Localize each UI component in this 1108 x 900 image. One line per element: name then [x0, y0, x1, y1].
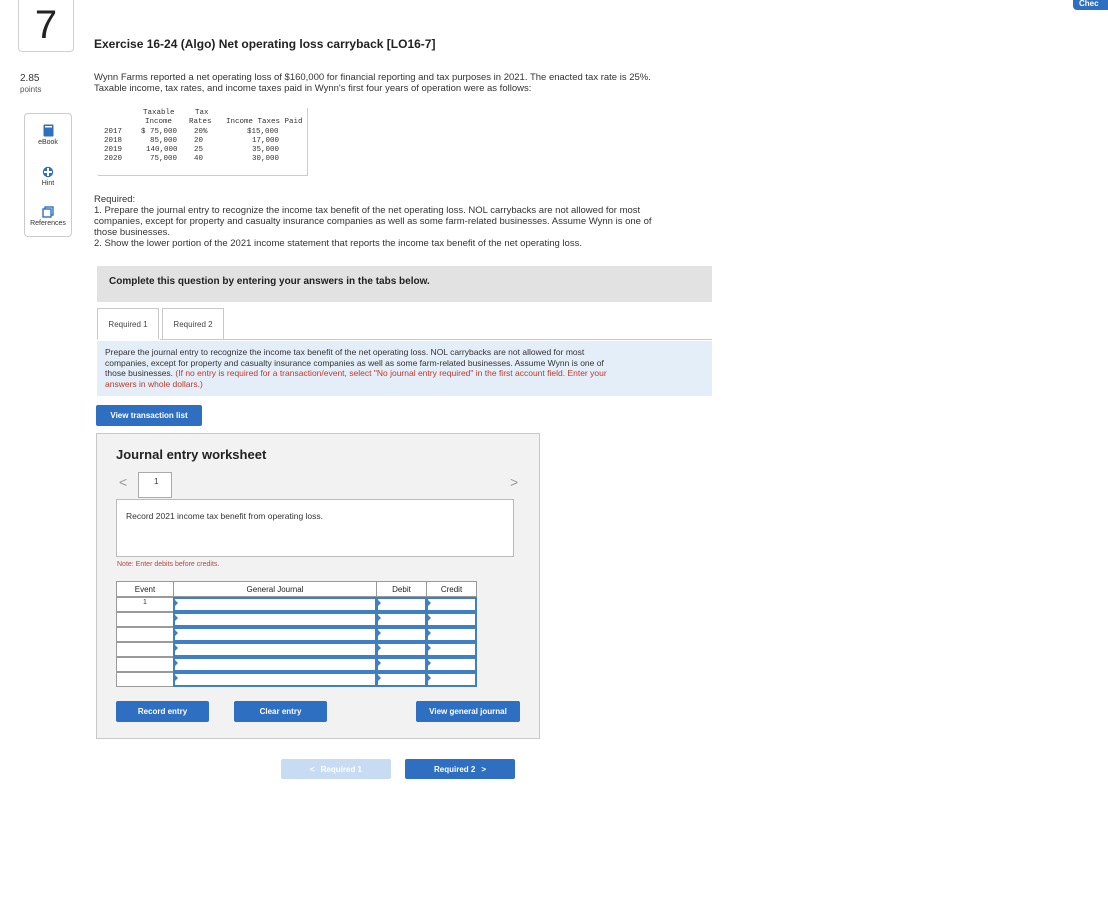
row-year: 2020: [104, 155, 123, 163]
tax-data-table: [98, 108, 308, 176]
row-rate: 20: [194, 137, 204, 145]
row-income: $ 75,000: [141, 128, 178, 136]
required-item-1-line-3: those businesses.: [94, 227, 171, 238]
references-label: References: [30, 220, 66, 227]
exercise-intro: [94, 72, 714, 94]
table-row: [116, 597, 476, 612]
row-paid: $15,000: [247, 128, 279, 136]
row-paid: 17,000: [252, 137, 280, 145]
debits-note: Note: Enter debits before credits.: [117, 561, 220, 568]
prev-entry-arrow[interactable]: <: [119, 474, 128, 490]
header-taxable: Taxable: [143, 109, 175, 117]
table-row: [116, 672, 476, 687]
row-rate: 20%: [194, 128, 208, 136]
row-year: 2017: [104, 128, 123, 136]
event-cell: 1: [116, 597, 174, 612]
column-event: Event: [116, 581, 174, 597]
chevron-right-icon: >: [481, 764, 486, 774]
clear-entry-button[interactable]: Clear entry: [234, 701, 327, 722]
references-tool[interactable]: [25, 206, 71, 227]
required-heading: Required:: [94, 194, 136, 205]
ebook-tool[interactable]: [25, 124, 71, 146]
header-rates: Rates: [189, 118, 212, 126]
event-cell: [116, 627, 174, 642]
table-row: [116, 642, 476, 657]
prev-required-button[interactable]: [281, 759, 391, 779]
credit-input[interactable]: [426, 612, 477, 627]
credit-input[interactable]: [426, 642, 477, 657]
debit-input[interactable]: [376, 642, 427, 657]
instructions-note: (If no entry is required for a transaction/event, select "No journal entry required" in the first account field. Enter your: [175, 368, 607, 378]
required-item-2: 2. Show the lower portion of the 2021 income statement that reports the income tax benefit of the net operating loss.: [94, 238, 582, 249]
intro-line-1: Wynn Farms reported a net operating loss of $160,000 for financial reporting and tax purposes in 2021. The enacted tax rate is 25%.: [94, 72, 651, 83]
next-entry-arrow[interactable]: >: [510, 474, 519, 490]
account-select[interactable]: [173, 657, 377, 672]
required-item-1-line-2: companies, except for property and casualty insurance companies as well as some farm-related businesses. Assume Wynn is one of: [94, 216, 652, 227]
column-debit: Debit: [376, 581, 427, 597]
event-cell: [116, 672, 174, 687]
tool-panel: [24, 113, 72, 237]
tab-divider: [160, 339, 712, 340]
entry-description: Record 2021 income tax benefit from operating loss.: [116, 499, 514, 557]
complete-question-banner: Complete this question by entering your answers in the tabs below.: [97, 266, 712, 302]
tab-required-1[interactable]: Required 1: [97, 308, 159, 340]
credit-input[interactable]: [426, 672, 477, 687]
instructions-line-2: companies, except for property and casualty insurance companies as well as some farm-related businesses. Assume Wynn is one of: [105, 357, 604, 368]
entry-page-1[interactable]: 1: [138, 472, 172, 498]
header-tax: Tax: [195, 109, 209, 117]
instructions-text: those businesses.: [105, 368, 176, 378]
instructions-box: [97, 341, 712, 396]
header-income: Income: [145, 118, 173, 126]
ebook-icon: [43, 124, 54, 137]
check-button[interactable]: Chec: [1073, 0, 1108, 10]
row-year: 2018: [104, 137, 123, 145]
next-required-label: Required 2: [433, 764, 476, 774]
tab-required-2[interactable]: Required 2: [162, 308, 224, 340]
debit-input[interactable]: [376, 657, 427, 672]
row-income: 85,000: [150, 137, 178, 145]
debit-input[interactable]: [376, 672, 427, 687]
worksheet-title: Journal entry worksheet: [116, 447, 267, 462]
points-value: 2.85: [20, 73, 40, 84]
row-rate: 25: [194, 146, 204, 154]
next-required-button[interactable]: [405, 759, 515, 779]
account-select[interactable]: [173, 597, 377, 612]
hint-tool[interactable]: [25, 166, 71, 187]
row-income: 75,000: [150, 155, 178, 163]
hint-label: Hint: [41, 180, 55, 187]
chevron-left-icon: <: [309, 764, 315, 774]
table-row: [116, 657, 476, 672]
references-icon: [42, 206, 54, 218]
intro-line-2: Taxable income, tax rates, and income taxes paid in Wynn's first four years of operation were as follows:: [94, 83, 532, 94]
debit-input[interactable]: [376, 627, 427, 642]
question-number: 7: [18, 0, 74, 52]
header-taxes-paid: Income Taxes Paid: [226, 118, 303, 126]
instructions-line-1: Prepare the journal entry to recognize the income tax benefit of the net operating loss. NOL carrybacks are not allowed for most: [105, 347, 585, 357]
required-item-1-line-1: 1. Prepare the journal entry to recognize the income tax benefit of the net operating loss. NOL carrybacks are not allowed for most: [94, 205, 641, 216]
view-transaction-list-button[interactable]: View transaction list: [96, 405, 202, 426]
event-cell: [116, 657, 174, 672]
event-cell: [116, 642, 174, 657]
points-label: points: [20, 85, 42, 94]
account-select[interactable]: [173, 627, 377, 642]
credit-input[interactable]: [426, 657, 477, 672]
account-select[interactable]: [173, 612, 377, 627]
row-income: 140,000: [146, 146, 178, 154]
row-year: 2019: [104, 146, 123, 154]
ebook-label: eBook: [38, 139, 58, 146]
row-rate: 40: [194, 155, 204, 163]
table-row: [116, 627, 476, 642]
required-section: [94, 194, 714, 249]
hint-icon: [42, 166, 54, 178]
exercise-title: Exercise 16-24 (Algo) Net operating loss carryback [LO16-7]: [94, 37, 436, 51]
account-select[interactable]: [173, 672, 377, 687]
view-general-journal-button[interactable]: View general journal: [416, 701, 520, 722]
instructions-line-4: answers in whole dollars.): [105, 378, 203, 389]
row-paid: 30,000: [252, 155, 280, 163]
record-entry-button[interactable]: Record entry: [116, 701, 209, 722]
column-general-journal: General Journal: [173, 581, 377, 597]
instructions-line-3: [105, 368, 704, 379]
column-credit: Credit: [426, 581, 477, 597]
account-select[interactable]: [173, 642, 377, 657]
prev-required-label: Required 1: [320, 764, 362, 774]
credit-input[interactable]: [426, 597, 477, 612]
credit-input[interactable]: [426, 627, 477, 642]
table-row: [116, 612, 476, 627]
event-cell: [116, 612, 174, 627]
debit-input[interactable]: [376, 597, 427, 612]
debit-input[interactable]: [376, 612, 427, 627]
row-paid: 35,000: [252, 146, 280, 154]
